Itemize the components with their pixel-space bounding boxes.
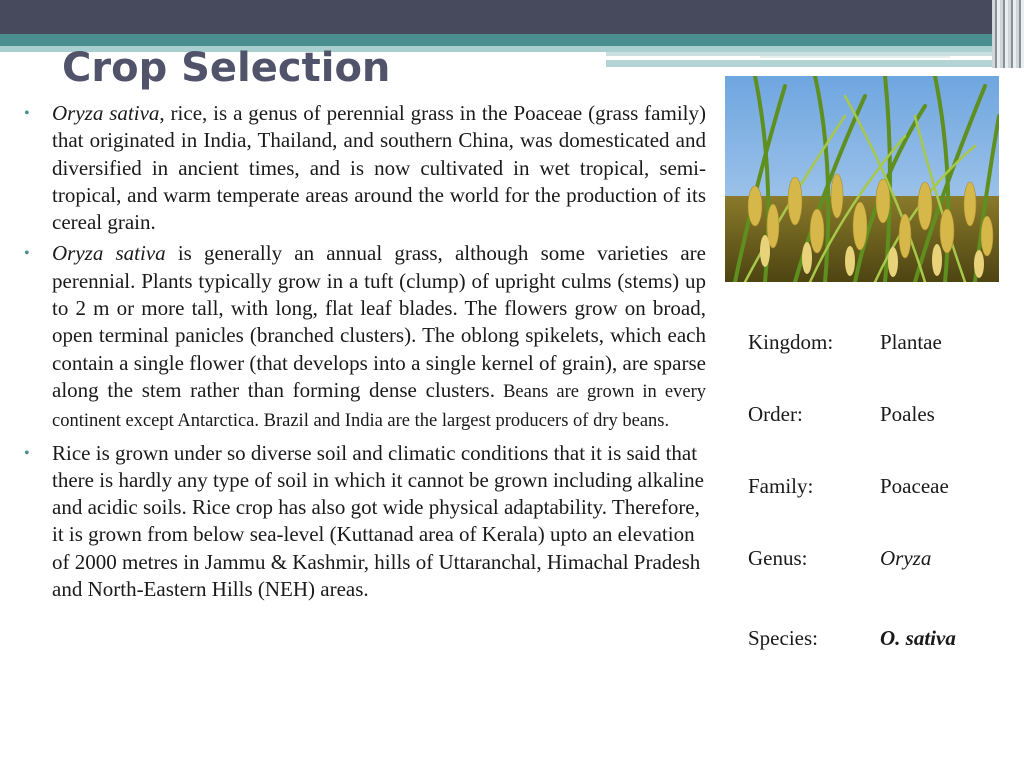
header-corner-stripes	[992, 0, 1024, 68]
bullet-glyph: •	[24, 245, 30, 263]
classification-value: Plantae	[880, 330, 942, 354]
classification-label: Genus:	[748, 546, 808, 570]
classification-value: Poaceae	[880, 474, 949, 498]
bullet-italic-lead: Oryza sativa	[52, 101, 160, 125]
rice-plant-photo	[725, 76, 999, 282]
bullet-item-1	[24, 100, 706, 236]
classification-value: O. sativa	[880, 626, 956, 650]
header-accent-line-thin	[760, 56, 950, 58]
bullet-italic-lead: Oryza sativa	[52, 241, 166, 266]
slide-title: Crop Selection	[62, 45, 391, 91]
bullet-text: is generally an annual grass, although some varieties are perennial. Plants typically grow in a tuft (clump) of upright culms (stems) up to 2 m or more tall, with long, flat leaf blades. The flowers grow on broad, open terminal panicles (branched clusters). The oblong spikelets, which each contain a single flower (that develops into a single kernel of grain), are sparse along the stem rather than forming dense clusters.	[52, 241, 706, 402]
bullet-item-3	[24, 440, 706, 604]
classification-label: Species:	[748, 626, 818, 650]
classification-row-order	[748, 402, 1008, 432]
bullet-text: Rice is grown under so diverse soil and climatic conditions that it is said that there is hardly any type of soil in which it cannot be grown including alkaline and acidic soils. Rice crop has also got wide physical adaptability. Therefore, it is grown from below sea-level (Kuttanad area of Kerala) upto an elevation of 2000 metres in Jammu & Kashmir, hills of Uttaranchal, Himachal Pradesh and North-Eastern Hills (NEH) areas.	[52, 440, 705, 602]
bullet-text: , rice, is a genus of perennial grass in the Poaceae (grass family) that originated in India, Thailand, and southern China, was domesticated and diversified in ancient times, and is now cultivated in wet tropical, semi-tropical, and warm temperate areas around the world for the production of its cereal grain.	[52, 101, 706, 235]
classification-value: Oryza	[880, 546, 932, 570]
classification-label: Family:	[748, 474, 814, 498]
bullet-glyph: •	[24, 105, 30, 122]
bullet-small-text: Beans are grown in every continent except Antarctica. Brazil and India are the largest producers of dry beans.	[52, 381, 706, 432]
classification-label: Order:	[748, 402, 803, 426]
bullet-list	[24, 100, 706, 607]
classification-row-kingdom	[748, 330, 1008, 360]
bullet-glyph: •	[24, 444, 30, 462]
header-dark-band	[0, 0, 1024, 34]
classification-row-family	[748, 474, 1008, 504]
classification-row-genus	[748, 546, 1008, 576]
classification-label: Kingdom:	[748, 330, 834, 354]
header-accent-line-lower	[606, 60, 992, 67]
classification-row-species	[748, 626, 1008, 656]
bullet-item-2	[24, 240, 706, 435]
classification-value: Poales	[880, 402, 935, 426]
